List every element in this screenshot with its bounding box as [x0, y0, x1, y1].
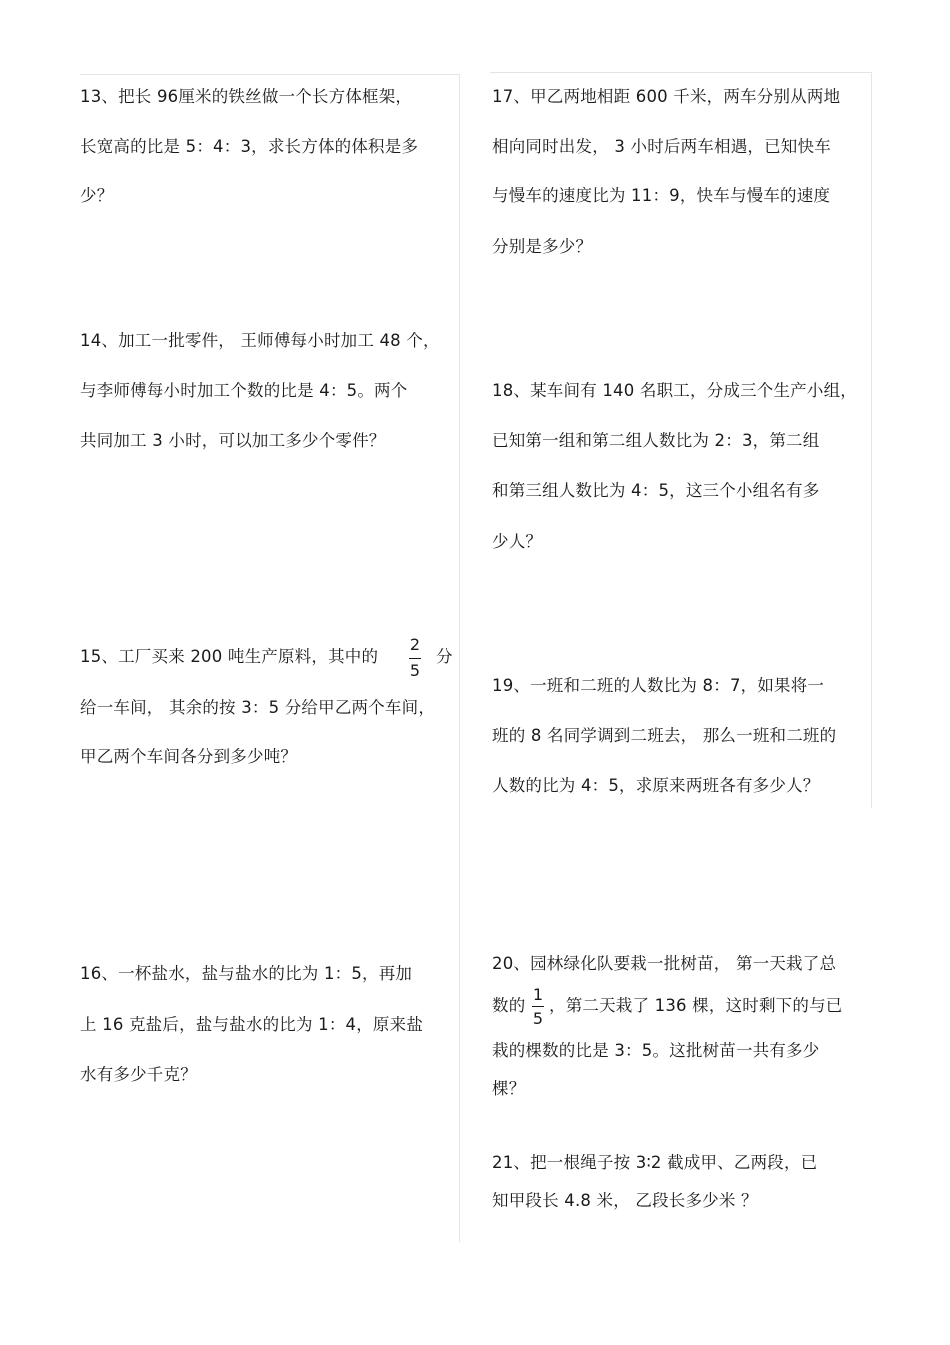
- fraction-bar: [409, 658, 421, 659]
- problem-line: 棵？: [492, 1079, 526, 1098]
- problem-line: 上 16 克盐后，盐与盐水的比为 1：4，原来盐: [80, 1015, 424, 1034]
- problem-line: 16、一杯盐水，盐与盐水的比为 1：5，再加: [80, 964, 413, 983]
- problem-line: 与慢车的速度比为 11：9，快车与慢车的速度: [492, 186, 831, 205]
- problem-line: 分: [436, 647, 453, 666]
- problem-line: 19、一班和二班的人数比为 8：7，如果将一: [492, 676, 825, 695]
- problem-line: 17、甲乙两地相距 600 千米，两车分别从两地: [492, 87, 841, 106]
- problem-line: 栽的棵数的比是 3：5。这批树苗一共有多少: [492, 1041, 820, 1060]
- fraction-two-fifths: [407, 634, 423, 682]
- problem-line: 相向同时出发， 3 小时后两车相遇，已知快车: [492, 137, 831, 156]
- problem-line: ，第二天栽了 136 棵，这时剩下的与已: [549, 996, 843, 1015]
- problem-line: 13、把长 96厘米的铁丝做一个长方体框架，: [80, 87, 413, 106]
- fraction-bar: [532, 1006, 544, 1007]
- problem-line: 少人？: [492, 532, 543, 551]
- problem-line: 14、加工一批零件， 王师傅每小时加工 48 个，: [80, 331, 440, 350]
- problem-line: 已知第一组和第二组人数比为 2：3，第二组: [492, 431, 820, 450]
- top-rule-left: [80, 74, 460, 75]
- right-margin-divider: [871, 72, 872, 808]
- problem-line: 18、某车间有 140 名职工，分成三个生产小组，: [492, 381, 857, 400]
- problem-line: 15、工厂买来 200 吨生产原料，其中的: [80, 647, 379, 666]
- fraction-numerator: 2: [409, 635, 421, 654]
- problem-line: 数的: [492, 996, 526, 1015]
- problem-line: 少？: [80, 186, 114, 205]
- problem-line: 和第三组人数比为 4：5，这三个小组名有多: [492, 481, 820, 500]
- problem-line: 分别是多少？: [492, 237, 593, 256]
- problem-line: 甲乙两个车间各分到多少吨？: [80, 747, 298, 766]
- problem-line: 与李师傅每小时加工个数的比是 4：5。两个: [80, 381, 408, 400]
- center-column-divider: [459, 74, 460, 1242]
- problem-line: 水有多少千克？: [80, 1065, 197, 1084]
- fraction-denominator: 5: [409, 661, 421, 680]
- problem-line: 20、园林绿化队要栽一批树苗， 第一天栽了总: [492, 954, 837, 973]
- problem-line: 长宽高的比是 5：4：3，求长方体的体积是多: [80, 137, 419, 156]
- problem-line: 给一车间， 其余的按 3：5 分给甲乙两个车间，: [80, 698, 436, 717]
- problem-line: 知甲段长 4.8 米， 乙段长多少米 ？: [492, 1191, 758, 1210]
- problem-line: 班的 8 名同学调到二班去， 那么一班和二班的: [492, 726, 837, 745]
- problem-line: 人数的比为 4：5，求原来两班各有多少人？: [492, 776, 820, 795]
- top-rule-right: [490, 72, 872, 73]
- problem-line: 共同加工 3 小时，可以加工多少个零件？: [80, 431, 386, 450]
- problem-line: 21、把一根绳子按 3∶2 截成甲、乙两段，已: [492, 1153, 818, 1172]
- fraction-denominator: 5: [532, 1009, 544, 1028]
- fraction-one-fifth: [530, 984, 546, 1032]
- fraction-numerator: 1: [532, 985, 544, 1004]
